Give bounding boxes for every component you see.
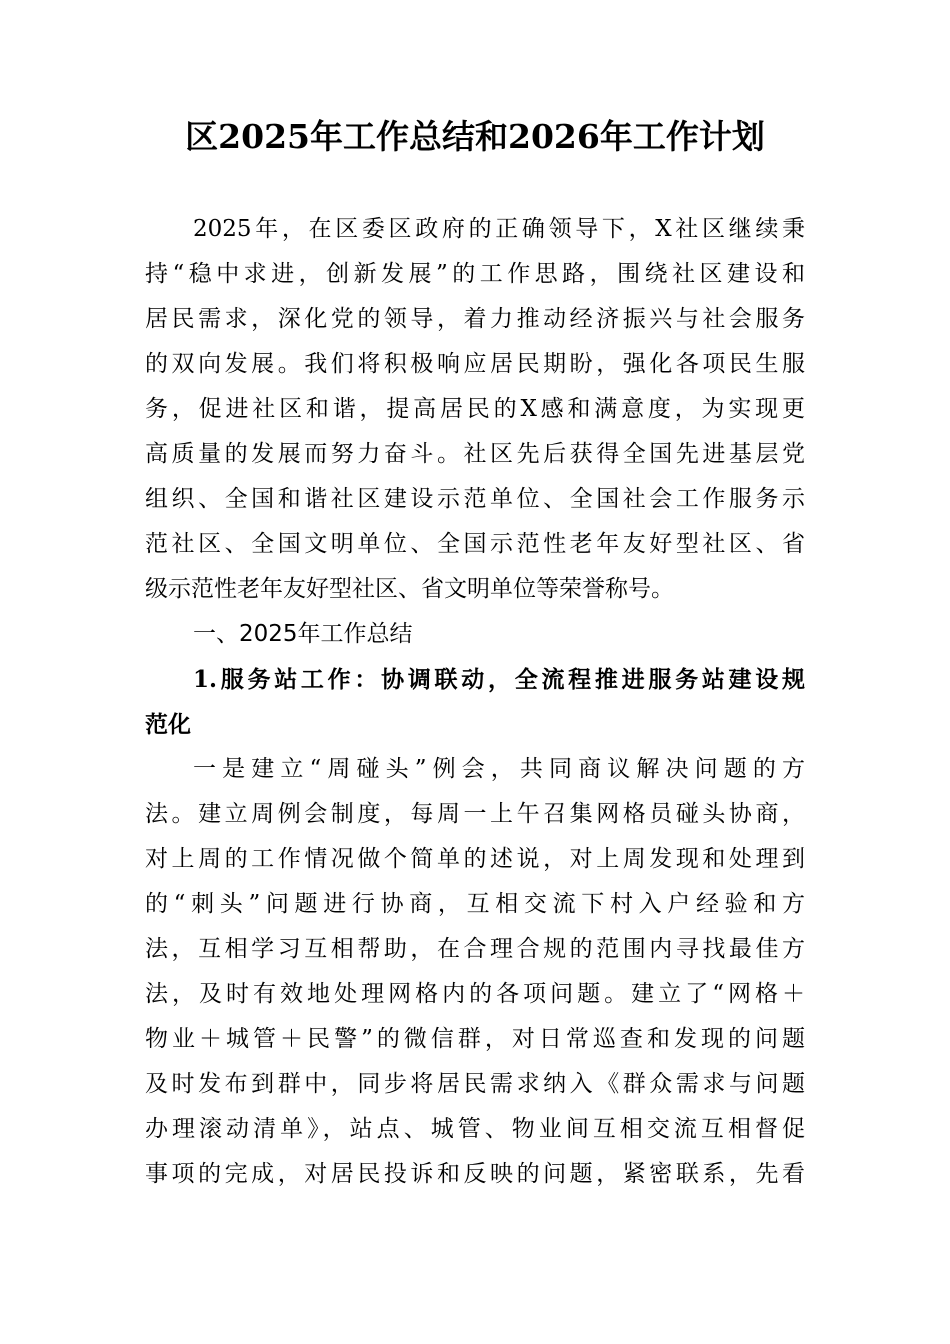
paragraph — [145, 207, 805, 612]
text-line: 事项的完成，对居民投诉和反映的问题，紧密联系，先看 — [145, 1161, 805, 1187]
text-line: 及时发布到群中，同步将居民需求纳入《群众需求与问题 — [145, 1071, 805, 1097]
text-line: 高质量的发展而努力奋斗。社区先后获得全国先进基层党 — [145, 441, 805, 467]
text-line: 办理滚动清单》，站点、城管、物业间互相交流互相督促 — [145, 1116, 805, 1142]
text-line: 居民需求，深化党的领导，着力推动经济振兴与社会服务 — [145, 306, 805, 332]
document-body — [145, 207, 805, 1197]
text-line: 级示范性老年友好型社区、省文明单位等荣誉称号。 — [145, 576, 674, 602]
text-line: 持“稳中求进，创新发展”的工作思路，围绕社区建设和 — [145, 261, 805, 287]
text-line: 法，及时有效地处理网格内的各项问题。建立了“网格＋ — [145, 981, 805, 1007]
text-line: 1.服务站工作：协调联动，全流程推进服务站建设规 — [193, 666, 805, 693]
text-line: 一、2025年工作总结 — [193, 621, 413, 647]
paragraph — [145, 747, 805, 1197]
text-line: 法，互相学习互相帮助，在合理合规的范围内寻找最佳方 — [145, 936, 805, 962]
text-line: 一是建立“周碰头”例会，共同商议解决问题的方 — [193, 756, 805, 782]
text-line: 的“刺头”问题进行协商，互相交流下村入户经验和方 — [145, 891, 805, 917]
text-line: 2025年，在区委区政府的正确领导下，X社区继续秉 — [193, 216, 805, 242]
text-line: 务，促进社区和谐，提高居民的X感和满意度，为实现更 — [145, 396, 805, 422]
subsection-heading — [145, 657, 805, 747]
text-line: 范化 — [145, 711, 191, 738]
text-line: 的双向发展。我们将积极响应居民期盼，强化各项民生服 — [145, 351, 805, 377]
text-line: 组织、全国和谐社区建设示范单位、全国社会工作服务示 — [145, 486, 805, 512]
text-line: 法。建立周例会制度，每周一上午召集网格员碰头协商， — [145, 801, 805, 827]
section-heading — [145, 612, 805, 657]
text-line: 范社区、全国文明单位、全国示范性老年友好型社区、省 — [145, 531, 805, 557]
document-title: 区2025年工作总结和2026年工作计划 — [185, 117, 765, 156]
text-line: 对上周的工作情况做个简单的述说，对上周发现和处理到 — [145, 846, 805, 872]
text-line: 物业＋城管＋民警”的微信群，对日常巡查和发现的问题 — [145, 1026, 805, 1052]
